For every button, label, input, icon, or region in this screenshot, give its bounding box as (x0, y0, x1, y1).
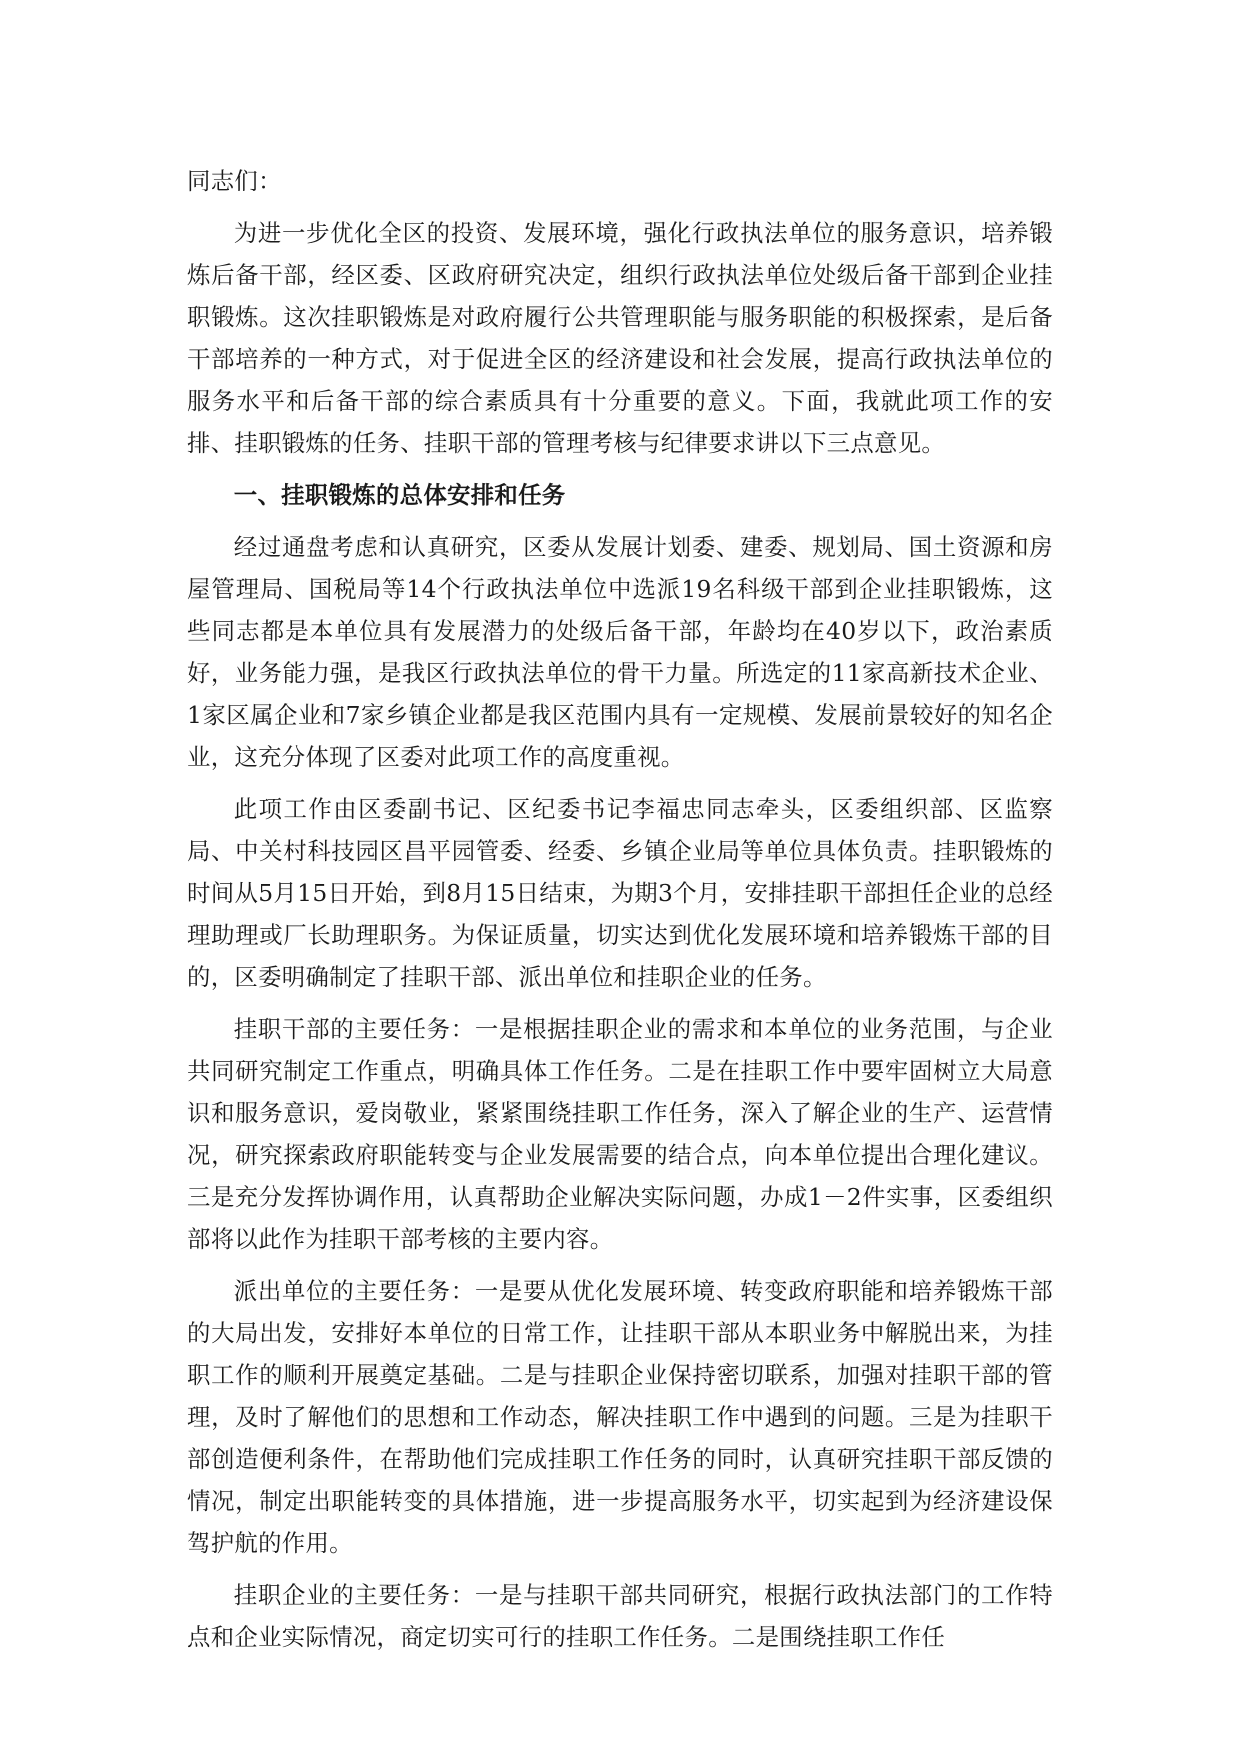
body-paragraph: 挂职企业的主要任务：一是与挂职干部共同研究，根据行政执法部门的工作特点和企业实际情况，商定切实可行的挂职工作任务。二是围绕挂职工作任 (187, 1581, 1053, 1651)
body-paragraph: 派出单位的主要任务：一是要从优化发展环境、转变政府职能和培养锻炼干部的大局出发，安排好本单位的日常工作，让挂职干部从本职业务中解脱出来，为挂职工作的顺利开展奠定基础。二是与挂职企业保持密切联系，加强对挂职干部的管理，及时了解他们的思想和工作动态，解决挂职工作中遇到的问题。三是为挂职干部创造便利条件，在帮助他们完成挂职工作任务的同时，认真研究挂职干部反馈的情况，制定出职能转变的具体措施，进一步提高服务水平，切实起到为经济建设保驾护航的作用。 (187, 1277, 1053, 1557)
body-paragraph: 此项工作由区委副书记、区纪委书记李福忠同志牵头，区委组织部、区监察局、中关村科技园区昌平园管委、经委、乡镇企业局等单位具体负责。挂职锻炼的时间从5月15日开始，到8月15日结束，为期3个月，安排挂职干部担任企业的总经理助理或厂长助理职务。为保证质量，切实达到优化发展环境和培养锻炼干部的目的，区委明确制定了挂职干部、派出单位和挂职企业的任务。 (187, 795, 1053, 991)
document-body (187, 160, 1053, 1668)
body-paragraph: 经过通盘考虑和认真研究，区委从发展计划委、建委、规划局、国土资源和房屋管理局、国税局等14个行政执法单位中选派19名科级干部到企业挂职锻炼，这些同志都是本单位具有发展潜力的处级后备干部，年龄均在40岁以下，政治素质好，业务能力强，是我区行政执法单位的骨干力量。所选定的11家高新技术企业、1家区属企业和7家乡镇企业都是我区范围内具有一定规模、发展前景较好的知名企业，这充分体现了区委对此项工作的高度重视。 (187, 533, 1053, 771)
intro-paragraph: 为进一步优化全区的投资、发展环境，强化行政执法单位的服务意识，培养锻炼后备干部，经区委、区政府研究决定，组织行政执法单位处级后备干部到企业挂职锻炼。这次挂职锻炼是对政府履行公共管理职能与服务职能的积极探索，是后备干部培养的一种方式，对于促进全区的经济建设和社会发展，提高行政执法单位的服务水平和后备干部的综合素质具有十分重要的意义。下面，我就此项工作的安排、挂职锻炼的任务、挂职干部的管理考核与纪律要求讲以下三点意见。 (187, 219, 1053, 457)
body-paragraph: 挂职干部的主要任务：一是根据挂职企业的需求和本单位的业务范围，与企业共同研究制定工作重点，明确具体工作任务。二是在挂职工作中要牢固树立大局意识和服务意识，爱岗敬业，紧紧围绕挂职工作任务，深入了解企业的生产、运营情况，研究探索政府职能转变与企业发展需要的结合点，向本单位提出合理化建议。三是充分发挥协调作用，认真帮助企业解决实际问题，办成1－2件实事，区委组织部将以此作为挂职干部考核的主要内容。 (187, 1015, 1053, 1253)
section-heading: 一、挂职锻炼的总体安排和任务 (233, 481, 566, 509)
salutation: 同志们： (187, 167, 282, 195)
